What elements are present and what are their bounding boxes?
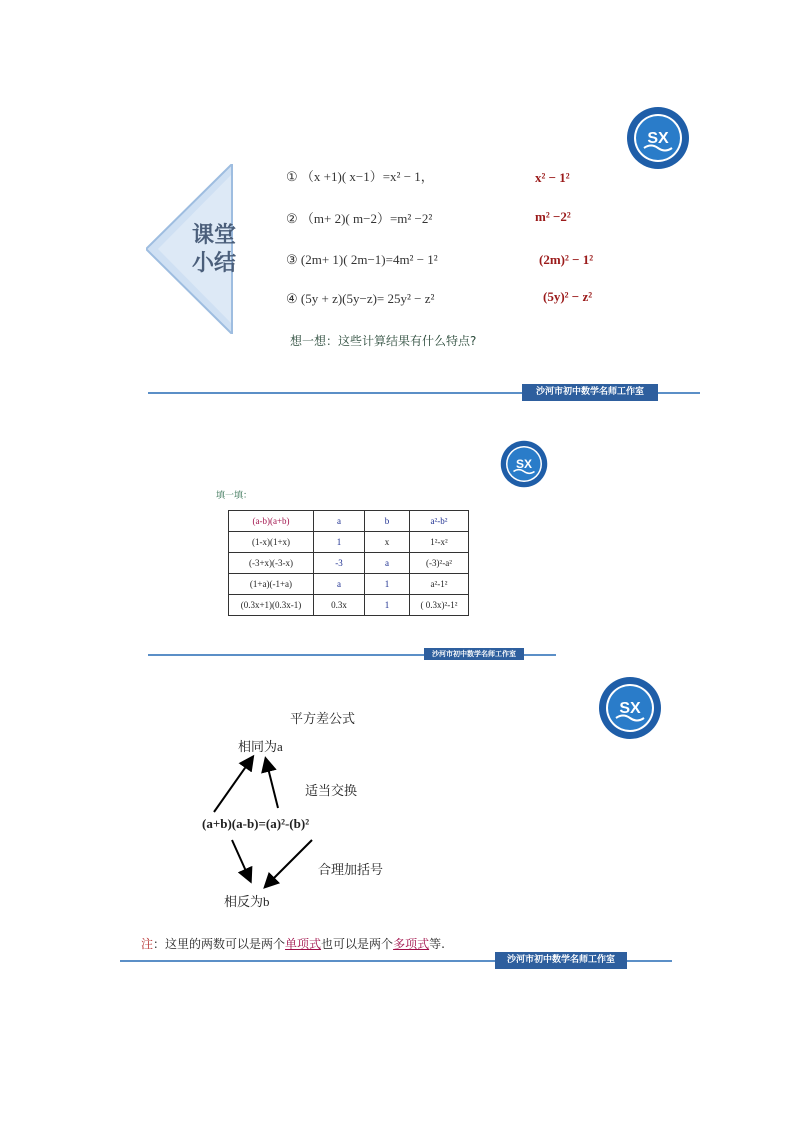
arrow-down-left: [232, 840, 250, 880]
note-term-2: 多项式: [393, 937, 430, 951]
equation-3: [286, 252, 438, 268]
table-cell: x: [365, 532, 410, 553]
note-text-1: ：这里的两数可以是两个: [153, 937, 286, 951]
result-4: (5y)² − z²: [543, 289, 593, 304]
arrows-diagram: [200, 740, 340, 900]
equation-num: ③: [286, 252, 298, 267]
equation-text: （x +1)( x−1）=x² − 1，: [300, 169, 434, 184]
table-cell: 1: [365, 574, 410, 595]
table-cell: 1²-x²: [410, 532, 469, 553]
header-cell: a²-b²: [410, 511, 469, 532]
equation-text: （m+ 2)( m−2）=m² −2²: [300, 211, 433, 226]
arrow-down-right: [266, 840, 312, 886]
tag-line-2: 小结: [192, 251, 237, 276]
arrow-up-left: [214, 758, 252, 812]
tag-line-1: 课堂: [192, 223, 237, 248]
sx-logo-icon: [500, 440, 548, 488]
table-cell: (1+a)(-1+a): [229, 574, 314, 595]
formula-main: (a+b)(a-b)=(a)²-(b)²: [202, 816, 310, 831]
header-cell: a: [314, 511, 365, 532]
footer-tag: 沙河市初中数学名师工作室: [522, 384, 658, 401]
table-cell: (0.3x+1)(0.3x-1): [229, 595, 314, 616]
table-cell: a: [314, 574, 365, 595]
formula-title: 平方差公式: [290, 712, 356, 727]
equation-4: [286, 291, 434, 307]
table-cell: 0.3x: [314, 595, 365, 616]
equation-num: ④: [286, 291, 298, 306]
table-cell: ( 0.3x)²-1²: [410, 595, 469, 616]
svg-text:SX: SX: [619, 700, 641, 717]
result-1: x² − 1²: [535, 170, 570, 185]
table-cell: (-3+x)(-3-x): [229, 553, 314, 574]
table-cell: 1: [365, 595, 410, 616]
fill-table: [228, 510, 469, 616]
equation-num: ①: [286, 169, 298, 184]
table-row: [229, 532, 469, 553]
sx-logo-icon: [626, 106, 690, 170]
table-cell: -3: [314, 553, 365, 574]
table-cell: a²-1²: [410, 574, 469, 595]
footer-tag: 沙河市初中数学名师工作室: [424, 648, 524, 660]
equation-text: (5y + z)(5y−z)= 25y² − z²: [300, 291, 435, 306]
table-cell: (1-x)(1+x): [229, 532, 314, 553]
swap-label: 适当交换: [305, 784, 358, 799]
note-text-2: 也可以是两个: [321, 937, 394, 951]
arrow-up-right: [266, 760, 278, 808]
note-prefix: 注: [141, 937, 154, 951]
table-cell: (-3)²-a²: [410, 553, 469, 574]
same-label: 相同为a: [238, 739, 283, 754]
think-prompt: 想一想：这些计算结果有什么特点?: [290, 334, 477, 348]
header-cell: (a-b)(a+b): [229, 511, 314, 532]
footer-tag: 沙河市初中数学名师工作室: [495, 952, 627, 969]
note: [141, 935, 445, 952]
table-header: [229, 511, 469, 532]
svg-text:SX: SX: [647, 130, 669, 147]
bracket-label: 合理加括号: [318, 863, 384, 878]
result-2: m² −2²: [535, 209, 571, 224]
table-row: [229, 574, 469, 595]
equation-text: (2m+ 1)( 2m−1)=4m² − 1²: [300, 252, 438, 267]
table-cell: 1: [314, 532, 365, 553]
equation-2: [286, 208, 432, 227]
result-3: (2m)² − 1²: [539, 252, 594, 267]
table-row: [229, 595, 469, 616]
equation-num: ②: [286, 211, 298, 226]
svg-text:SX: SX: [515, 456, 533, 471]
fill-label: 填一填：: [216, 491, 253, 501]
opposite-label: 相反为b: [224, 894, 270, 909]
table-cell: a: [365, 553, 410, 574]
header-cell: b: [365, 511, 410, 532]
note-term-1: 单项式: [285, 937, 322, 951]
sx-logo-icon: [598, 676, 662, 740]
note-end: 等.: [429, 937, 445, 951]
table-row: [229, 553, 469, 574]
lesson-summary-tag: [192, 222, 236, 278]
equation-1: [286, 166, 434, 185]
